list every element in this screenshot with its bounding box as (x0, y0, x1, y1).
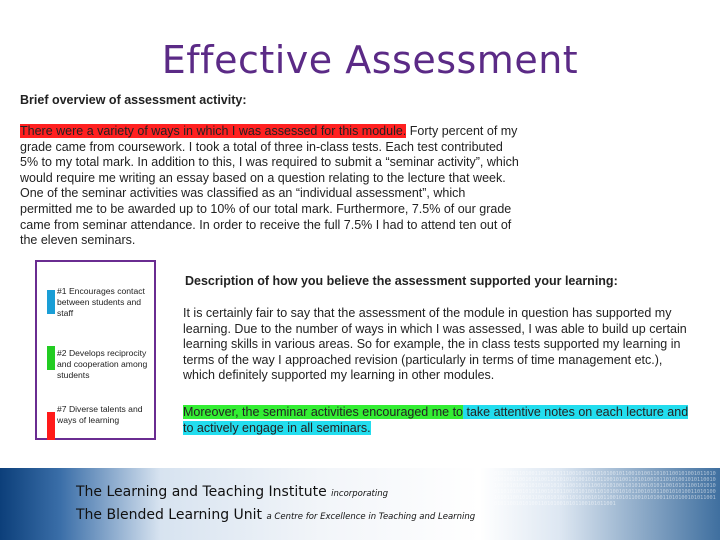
support-highlighted-paragraph (183, 405, 698, 436)
overview-highlighted-intro: There were a variety of ways in which I was assessed for this module. (20, 124, 407, 138)
legend-item-text: #7 Diverse talents and ways of learning (57, 404, 143, 425)
overview-body (20, 124, 520, 250)
legend-item-text: #1 Encourages contact between students and staff (57, 286, 145, 318)
footer-binary-pattern: 0101100110100110010101110010100110101001011001010011010110010100101101001010011001010100110101010100101101100101001101010010110101001010110010100101010011010100101011001010110010101001101010010101100101011001010100110101001010110010101100101010011010100101011001010110010101001101010010101100101011001010100110101001010110010101100101010011010100101011001010110010101001101010010101100101011001 (494, 471, 716, 507)
footer-unit-line (76, 507, 475, 523)
slide-title: Effective Assessment (161, 38, 579, 82)
legend-box (35, 260, 156, 440)
support-heading: Description of how you believe the assessment supported your learning: (185, 274, 618, 288)
legend-item-text: #2 Develops reciprocity and cooperation among students (57, 348, 148, 380)
legend-swatch-red (47, 412, 55, 440)
overview-body-text: Forty percent of my grade came from coursework. I took a total of three in-class tests. Each test contributed 5% to my total mark. In addition to this, I was required to submit a “seminar activity”, which would require me writing an essay based on a question relating to the lecture that week. One of the seminar activities was classified as an “individual assessment”, which permitted me to be awarded up to 10% of our total mark. Furthermore, 7.5% of our grade came from seminar attendance. In order to receive the full 7.5% I had to attend ten out of the eleven seminars. (20, 124, 519, 248)
support-green-highlight: Moreover, the seminar activities encouraged me to (183, 405, 463, 419)
footer-institute-line (76, 484, 388, 500)
footer-cetl-tagline: a Centre for Excellence in Teaching and Learning (266, 512, 476, 522)
legend-swatch-green (47, 346, 55, 370)
support-cyan-highlight: take attentive notes on each lecture and to actively engage in all seminars. (183, 405, 689, 435)
support-paragraph: It is certainly fair to say that the assessment of the module in question has supported my learning. Due to the number of ways in which I was assessed, I was able to build up certain learning skills in various areas. So for example, the in class tests supported my learning in terms of the way I approached revision (particularly in terms of time management etc.), which definitely supported my learning in other modules. (183, 306, 687, 383)
legend-swatch-blue (47, 290, 55, 314)
footer-institute-name: The Learning and Teaching Institute (76, 484, 327, 500)
footer-unit-name: The Blended Learning Unit (76, 507, 263, 523)
footer-incorporating: incorporating (331, 489, 389, 499)
overview-heading: Brief overview of assessment activity: (20, 93, 247, 107)
